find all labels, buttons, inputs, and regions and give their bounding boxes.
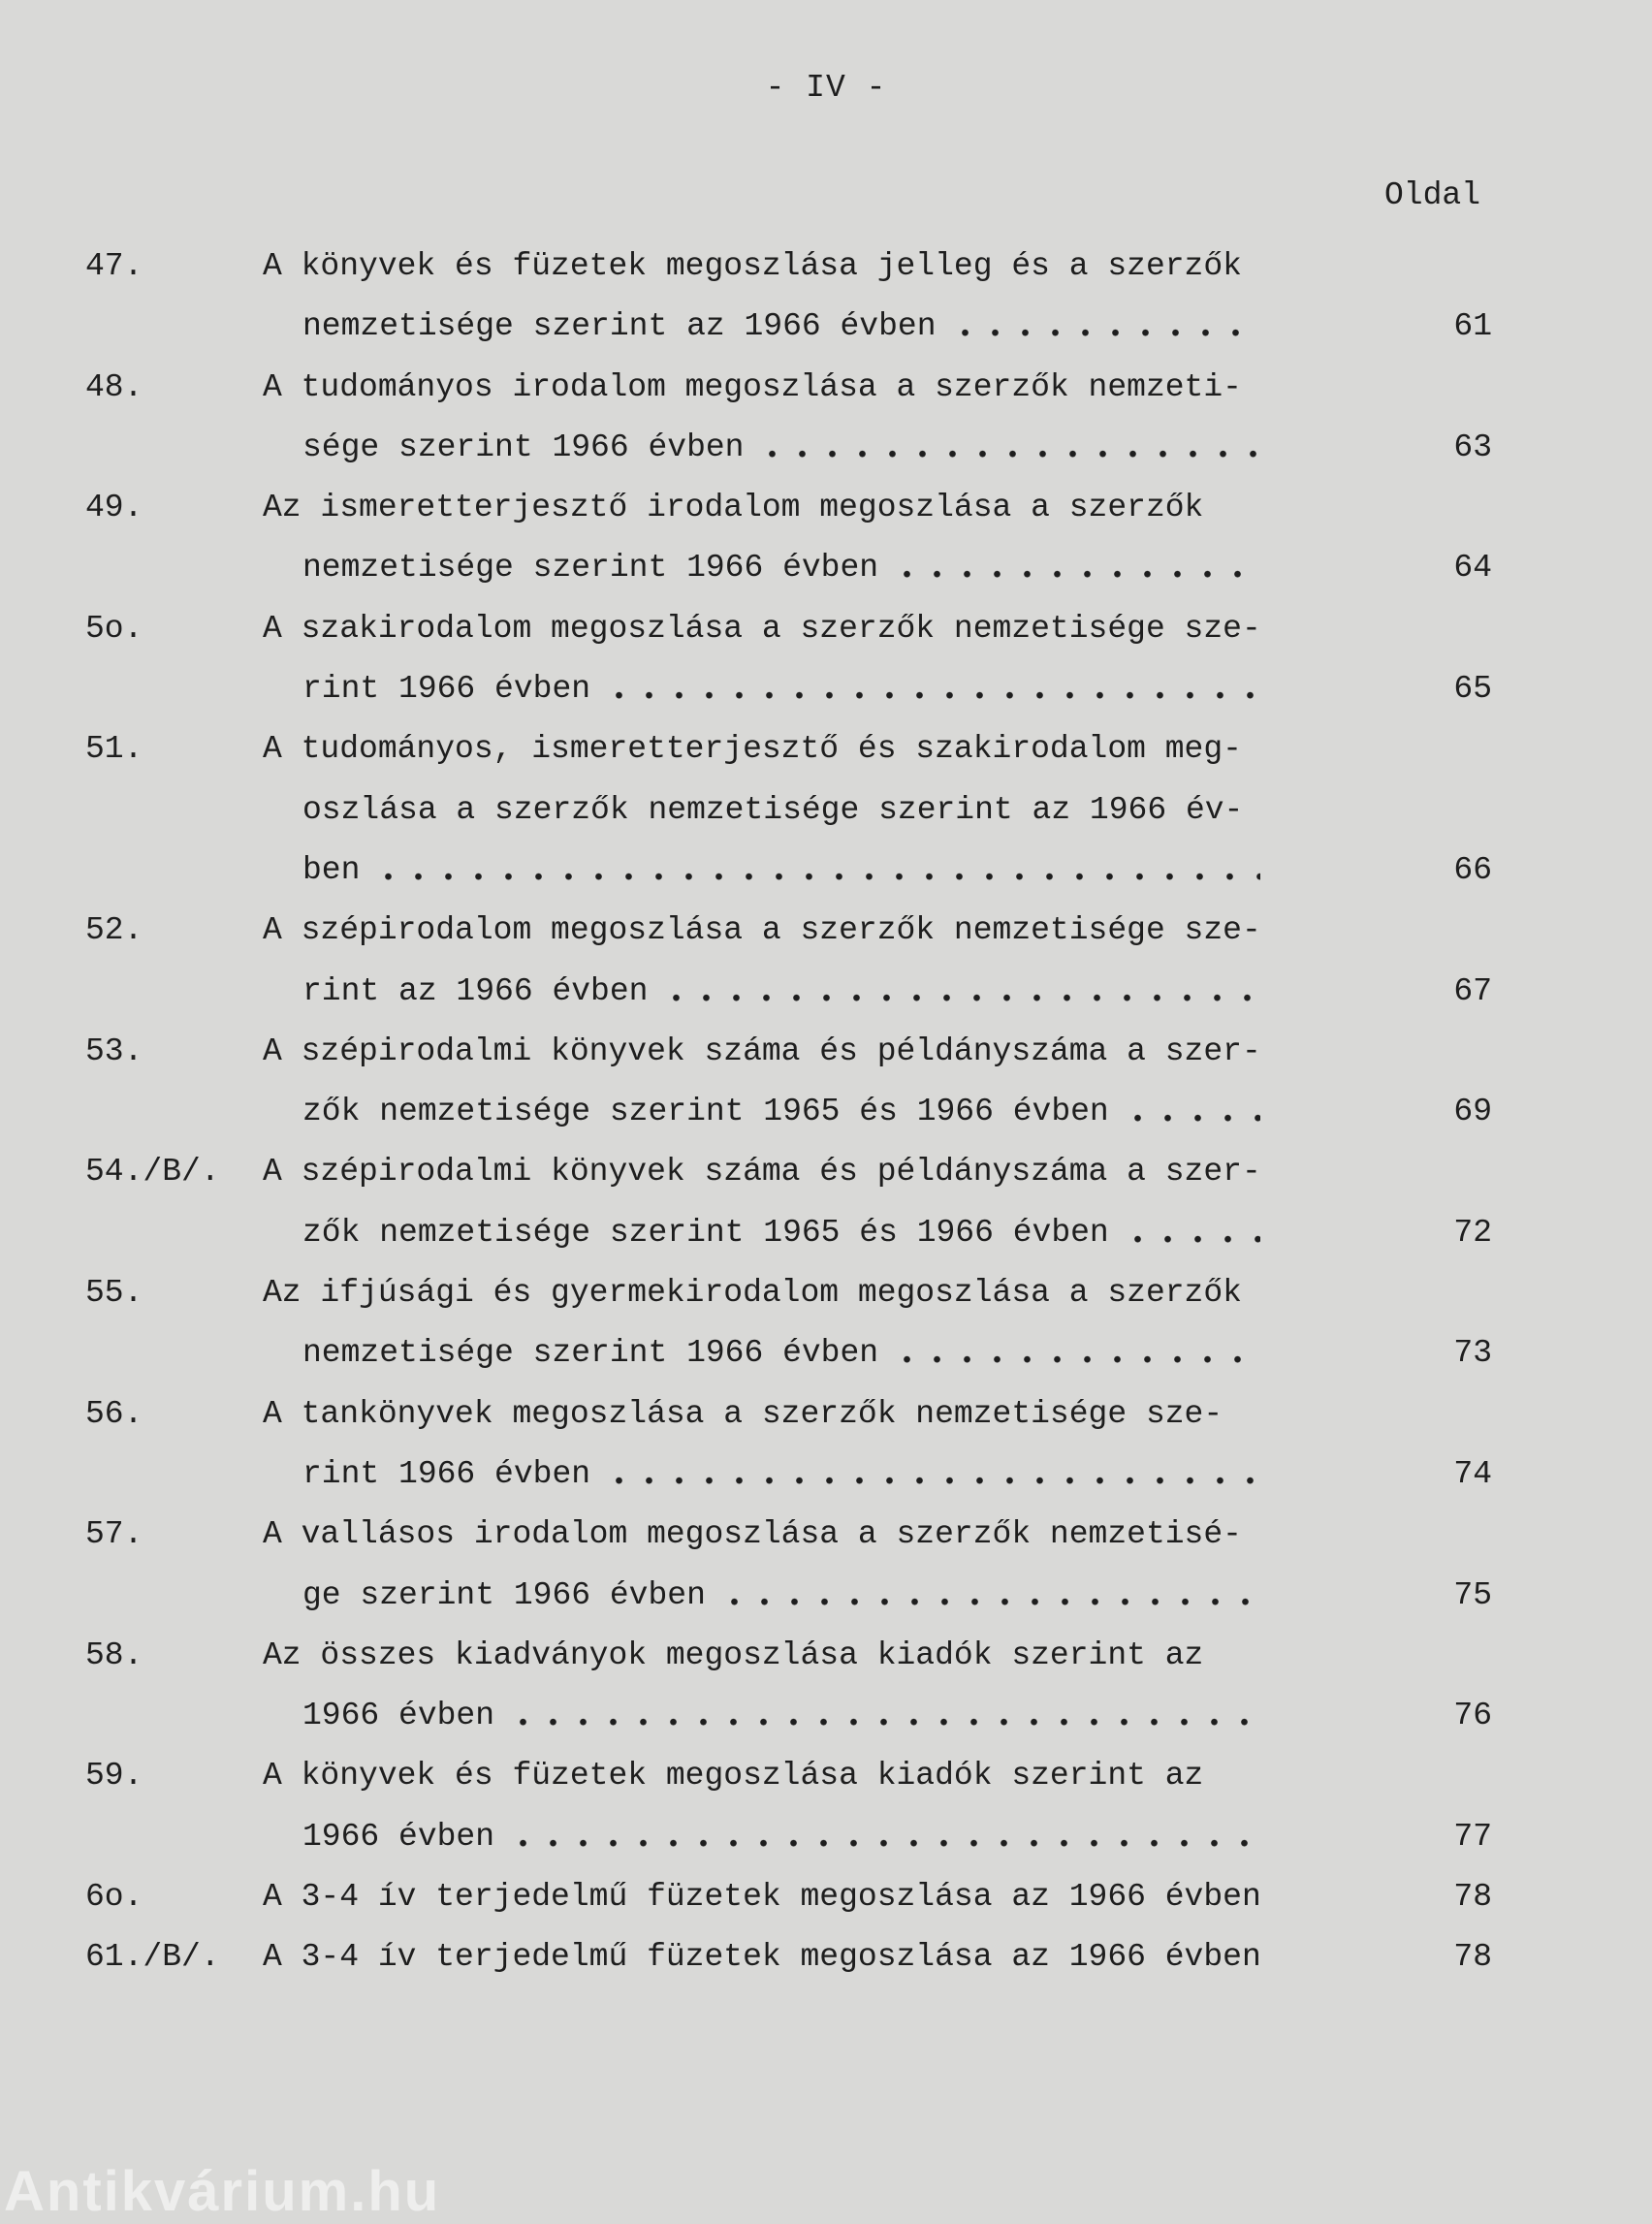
entry-title-line xyxy=(0,659,1652,719)
entry-title-text: A szépirodalmi könyvek száma és példányszáma a szer- xyxy=(263,1154,1261,1191)
entry-title-text: A szépirodalmi könyvek száma és példányszáma a szer- xyxy=(263,1033,1261,1069)
entry-page-number: 77 xyxy=(1453,1818,1492,1855)
toc-entry xyxy=(0,1505,1652,1626)
toc-entry xyxy=(0,719,1652,901)
entry-page-number: 61 xyxy=(1453,308,1492,345)
entry-page-number: 73 xyxy=(1453,1335,1492,1372)
entry-number: 52. xyxy=(85,912,143,949)
entry-title-text: zők nemzetisége szerint 1965 és 1966 évben xyxy=(302,1214,1109,1251)
entry-title-text: A vallásos irodalom megoszlása a szerzők nemzetisé- xyxy=(263,1516,1242,1553)
entry-number: 59. xyxy=(85,1758,143,1795)
entry-title-text: A könyvek és füzetek megoszlása jelleg és a szerzők xyxy=(263,248,1242,284)
entry-number: 5o. xyxy=(85,610,143,647)
dot-leader xyxy=(604,1445,1260,1505)
entry-page-number: 65 xyxy=(1453,671,1492,708)
entry-title-text: zők nemzetisége szerint 1965 és 1966 évben xyxy=(302,1094,1109,1130)
entry-title-text: A 3-4 ív terjedelmű füzetek megoszlása az 1966 évben xyxy=(263,1879,1261,1916)
entry-title-text: ben xyxy=(302,851,361,888)
entry-number: 58. xyxy=(85,1636,143,1673)
entry-title-line xyxy=(0,358,1652,418)
toc-entry xyxy=(0,1626,1652,1747)
entry-title-line xyxy=(0,841,1652,901)
entry-title-line xyxy=(0,1566,1652,1626)
entry-title-line xyxy=(0,478,1652,538)
entry-number: 54./B/. xyxy=(85,1154,220,1191)
toc-entry xyxy=(0,1263,1652,1384)
entry-title-text: A szakirodalom megoszlása a szerzők nemzetisége sze- xyxy=(263,610,1261,647)
toc-entry xyxy=(0,478,1652,599)
entry-title-text: oszlása a szerzők nemzetisége szerint az 1966 év- xyxy=(302,791,1244,828)
entry-page-number: 76 xyxy=(1453,1698,1492,1734)
entry-title-line xyxy=(0,1746,1652,1806)
entry-number: 48. xyxy=(85,368,143,405)
table-of-contents xyxy=(0,237,1652,1988)
dot-leader xyxy=(757,418,1260,478)
dot-leader xyxy=(1123,1082,1260,1142)
entry-title-line xyxy=(0,1686,1652,1746)
dot-leader xyxy=(719,1566,1260,1626)
entry-title-line xyxy=(0,237,1652,297)
toc-entry xyxy=(0,1022,1652,1143)
dot-leader xyxy=(508,1807,1260,1867)
toc-entry xyxy=(0,901,1652,1022)
entry-number: 55. xyxy=(85,1275,143,1312)
entry-page-number: 75 xyxy=(1453,1576,1492,1613)
entry-page-number: 74 xyxy=(1453,1455,1492,1492)
entry-title-line xyxy=(0,538,1652,598)
entry-title-line xyxy=(0,1626,1652,1686)
entry-page-number: 72 xyxy=(1453,1214,1492,1251)
entry-title-line xyxy=(0,1867,1652,1927)
entry-title-text: 1966 évben xyxy=(302,1698,495,1734)
dot-leader xyxy=(892,538,1260,598)
dot-leader xyxy=(950,297,1260,357)
entry-number: 56. xyxy=(85,1395,143,1432)
entry-title-line xyxy=(0,1505,1652,1565)
toc-entry xyxy=(0,237,1652,358)
toc-entry xyxy=(0,599,1652,720)
entry-number: 51. xyxy=(85,731,143,768)
entry-title-text: A 3-4 ív terjedelmű füzetek megoszlása az 1966 évben xyxy=(263,1939,1261,1976)
entry-page-number: 64 xyxy=(1453,550,1492,587)
entry-number: 6o. xyxy=(85,1879,143,1916)
toc-entry xyxy=(0,1746,1652,1867)
entry-title-line xyxy=(0,780,1652,841)
entry-title-line xyxy=(0,1082,1652,1142)
entry-title-line xyxy=(0,418,1652,478)
entry-title-line xyxy=(0,719,1652,779)
entry-title-line xyxy=(0,1323,1652,1383)
entry-title-line xyxy=(0,1263,1652,1323)
dot-leader xyxy=(892,1323,1260,1383)
entry-number: 57. xyxy=(85,1516,143,1553)
page-column-heading: Oldal xyxy=(1384,177,1481,213)
entry-number: 49. xyxy=(85,490,143,526)
page-number-header: - IV - xyxy=(765,70,887,106)
toc-entry xyxy=(0,1867,1652,1927)
entry-title-line xyxy=(0,962,1652,1022)
entry-page-number: 66 xyxy=(1453,851,1492,888)
entry-page-number: 78 xyxy=(1453,1879,1492,1916)
entry-title-text: A szépirodalom megoszlása a szerzők nemzetisége sze- xyxy=(263,912,1261,949)
entry-title-line xyxy=(0,297,1652,357)
toc-entry xyxy=(0,1384,1652,1506)
entry-title-text: sége szerint 1966 évben xyxy=(302,429,745,465)
dot-leader xyxy=(373,841,1260,901)
entry-title-text: Az ismeretterjesztő irodalom megoszlása a szerzők xyxy=(263,490,1204,526)
entry-title-text: nemzetisége szerint 1966 évben xyxy=(302,1335,879,1372)
entry-title-line xyxy=(0,1807,1652,1867)
toc-entry xyxy=(0,1142,1652,1263)
entry-title-line xyxy=(0,1445,1652,1505)
entry-title-text: nemzetisége szerint 1966 évben xyxy=(302,550,879,587)
entry-title-text: Az összes kiadványok megoszlása kiadók szerint az xyxy=(263,1636,1204,1673)
dot-leader xyxy=(604,659,1260,719)
entry-title-line xyxy=(0,1203,1652,1263)
entry-title-line xyxy=(0,1142,1652,1202)
entry-number: 47. xyxy=(85,248,143,284)
entry-title-text: nemzetisége szerint az 1966 évben xyxy=(302,308,937,345)
dot-leader xyxy=(661,962,1260,1022)
entry-title-text: rint az 1966 évben xyxy=(302,972,649,1009)
entry-page-number: 67 xyxy=(1453,972,1492,1009)
entry-title-text: ge szerint 1966 évben xyxy=(302,1576,706,1613)
entry-title-line xyxy=(0,1022,1652,1082)
entry-title-text: Az ifjúsági és gyermekirodalom megoszlása a szerzők xyxy=(263,1275,1242,1312)
entry-title-text: rint 1966 évben xyxy=(302,1455,591,1492)
entry-page-number: 63 xyxy=(1453,429,1492,465)
toc-entry xyxy=(0,358,1652,479)
entry-number: 53. xyxy=(85,1033,143,1069)
dot-leader xyxy=(1123,1203,1260,1263)
entry-number: 61./B/. xyxy=(85,1939,220,1976)
entry-title-line xyxy=(0,599,1652,659)
entry-title-text: rint 1966 évben xyxy=(302,671,591,708)
toc-entry xyxy=(0,1927,1652,1987)
entry-page-number: 78 xyxy=(1453,1939,1492,1976)
dot-leader xyxy=(508,1686,1260,1746)
entry-title-line xyxy=(0,901,1652,961)
entry-title-text: A tudományos, ismeretterjesztő és szakirodalom meg- xyxy=(263,731,1242,768)
entry-page-number: 69 xyxy=(1453,1094,1492,1130)
entry-title-line xyxy=(0,1384,1652,1445)
entry-title-text: A könyvek és füzetek megoszlása kiadók szerint az xyxy=(263,1758,1204,1795)
entry-title-line xyxy=(0,1927,1652,1987)
watermark: Antikvárium.hu xyxy=(4,2160,441,2223)
entry-title-text: A tankönyvek megoszlása a szerzők nemzetisége sze- xyxy=(263,1395,1223,1432)
entry-title-text: 1966 évben xyxy=(302,1818,495,1855)
entry-title-text: A tudományos irodalom megoszlása a szerzők nemzeti- xyxy=(263,368,1242,405)
